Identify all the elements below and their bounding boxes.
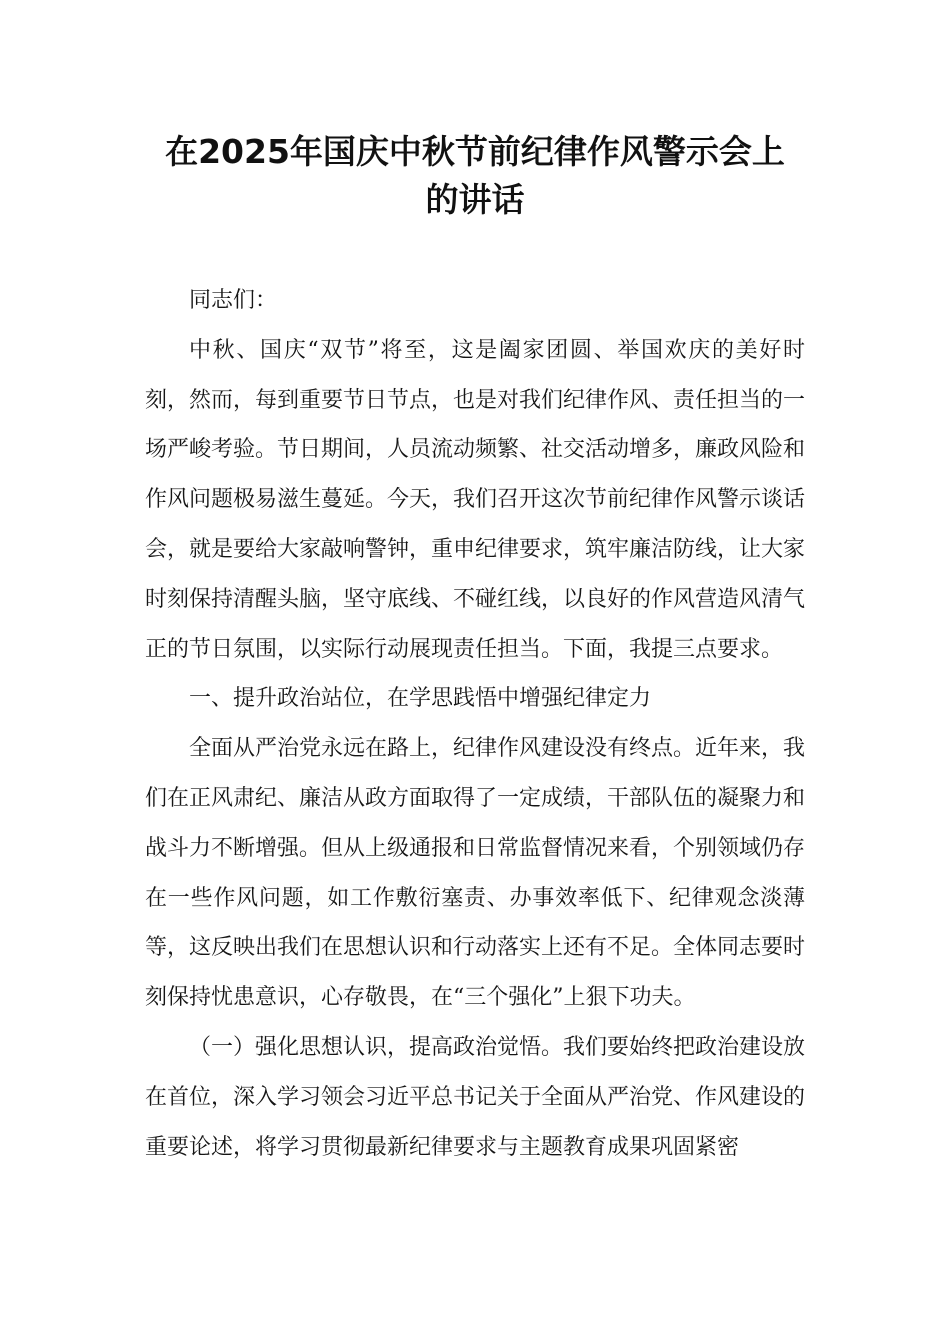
paragraph-subsection-1: （一）强化思想认识，提高政治觉悟。我们要始终把政治建设放在首位，深入学习领会习近平总书记关于全面从严治党、作风建设的重要论述，将学习贯彻最新纪律要求与主题教育成果巩固紧密 xyxy=(145,1034,806,1160)
document-body xyxy=(145,276,805,1172)
title-line-1: 在2025年国庆中秋节前纪律作风警示会上 xyxy=(165,132,785,171)
paragraph-intro: 中秋、国庆“双节”将至，这是阖家团圆、举国欢庆的美好时刻，然而，每到重要节日节点，也是对我们纪律作风、责任担当的一场严峻考验。节日期间，人员流动频繁、社交活动增多，廉政风险和作风问题极易滋生蔓延。今天，我们召开这次节前纪律作风警示谈话会，就是要给大家敲响警钟，重申纪律要求，筑牢廉洁防线，让大家时刻保持清醒头脑，坚守底线、不碰红线，以良好的作风营造风清气正的节日氛围，以实际行动展现责任担当。下面，我提三点要求。 xyxy=(145,337,806,662)
document-title xyxy=(100,128,850,224)
section-heading-1: 一、提升政治站位，在学思践悟中增强纪律定力 xyxy=(189,686,652,712)
paragraph-section-1: 全面从严治党永远在路上，纪律作风建设没有终点。近年来，我们在正风肃纪、廉洁从政方面取得了一定成绩，干部队伍的凝聚力和战斗力不断增强。但从上级通报和日常监督情况来看，个别领域仍存在一些作风问题，如工作敷衍塞责、办事效率低下、纪律观念淡薄等，这反映出我们在思想认识和行动落实上还有不足。全体同志要时刻保持忧患意识，心存敬畏，在“三个强化”上狠下功夫。 xyxy=(145,736,806,1011)
title-line-2: 的讲话 xyxy=(425,180,525,219)
salutation: 同志们： xyxy=(189,288,278,313)
